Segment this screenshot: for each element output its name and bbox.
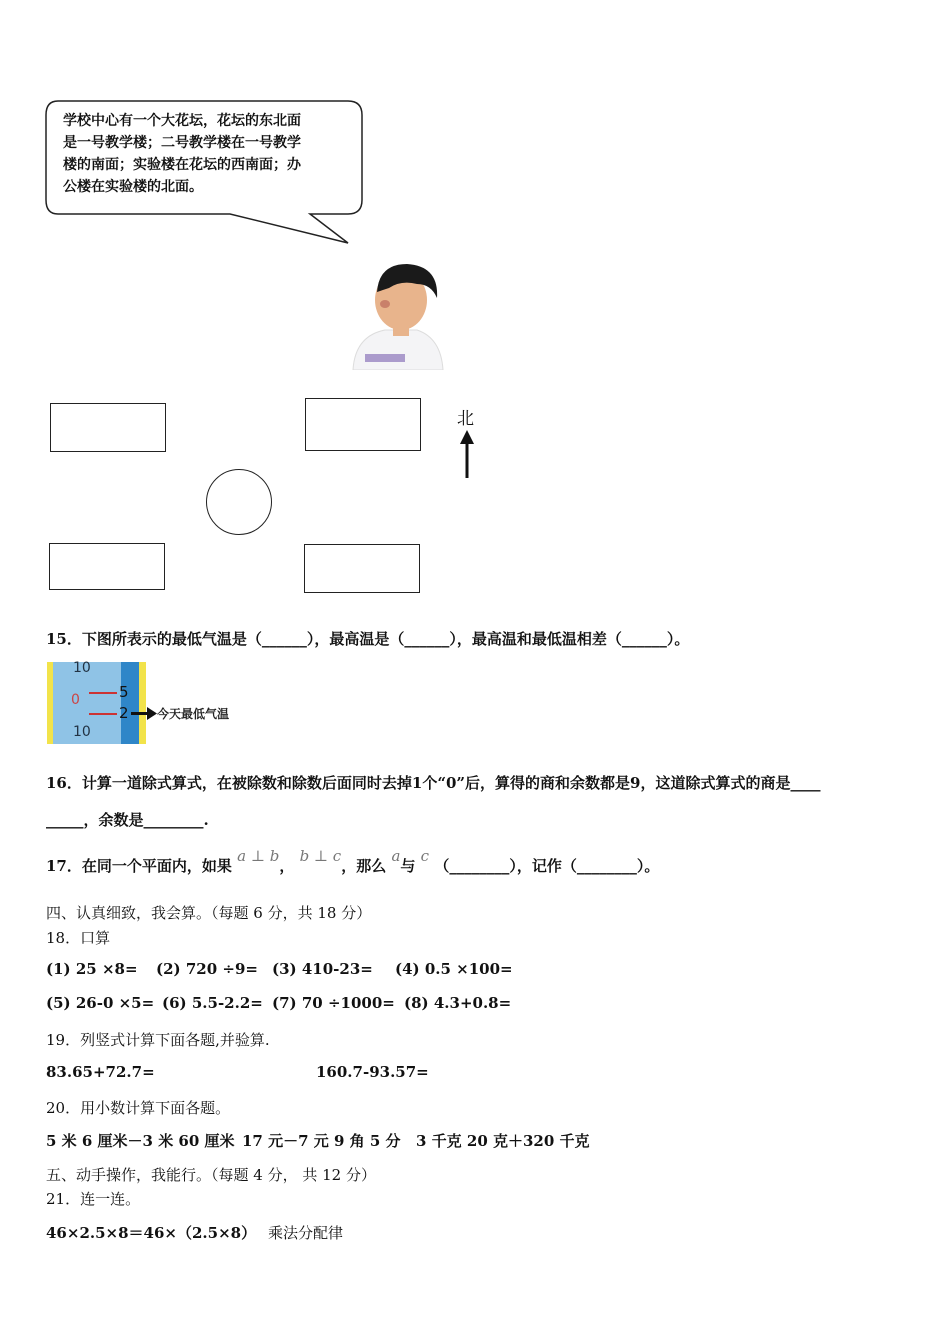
q17-part1: 17．在同一个平面内，如果 xyxy=(46,857,232,875)
q21-right-item[interactable]: 乘法分配律 xyxy=(268,1224,344,1242)
question-15: 15．下图所表示的最低气温是（______），最高温是（______），最高温和最低温相差（______）。 xyxy=(46,630,690,648)
q18-item-4: (4) 0.5 ×100= xyxy=(395,960,513,978)
question-16-line1: 16．计算一道除式算式，在被除数和除数后面同时去掉1个“0”后，算得的商和余数都是9，这道除式算式的商是____ xyxy=(46,774,821,792)
thermometer-image xyxy=(47,662,247,744)
building-box-east-north xyxy=(305,398,421,451)
low-mark-line xyxy=(89,713,117,715)
arrow-icon xyxy=(131,707,157,721)
question-16-line2: _____，余数是________. xyxy=(46,811,209,829)
q18-item-5: (5) 26-0 ×5= xyxy=(46,994,155,1012)
question-17 xyxy=(46,847,660,876)
thermometer-tube xyxy=(121,662,139,744)
tick-label-top: 10 xyxy=(73,660,91,676)
q20-item-2: 17 元－7 元 9 角 5 分 xyxy=(242,1132,401,1150)
north-label: 北 xyxy=(457,409,474,429)
bubble-line: 公楼在实验楼的北面。 xyxy=(63,179,203,195)
high-mark-line xyxy=(89,692,117,694)
north-arrow-icon xyxy=(458,430,476,480)
q18-item-7: (7) 70 ÷1000= xyxy=(272,994,395,1012)
q17-comma: ， xyxy=(279,857,295,875)
bubble-line: 楼的南面；实验楼在花坛的西南面；办 xyxy=(63,157,301,173)
building-box-west-south xyxy=(49,543,165,590)
q21-left-item: 46×2.5×8＝46×（2.5×8） xyxy=(46,1224,257,1242)
building-box-west-north xyxy=(50,403,166,452)
q19-item-1: 83.65+72.7= xyxy=(46,1063,155,1081)
bubble-line: 学校中心有一个大花坛，花坛的东北面 xyxy=(63,113,301,129)
q19-item-2: 160.7-93.57= xyxy=(316,1063,429,1081)
q20-item-3: 3 千克 20 克＋320 千克 xyxy=(416,1132,590,1150)
q17-yu: 与 xyxy=(400,857,416,875)
high-mark-label: 5 xyxy=(119,683,129,701)
q17-part3: （________），记作（________）。 xyxy=(434,857,660,875)
bubble-line: 是一号教学楼；二号教学楼在一号教学 xyxy=(63,135,301,151)
q18-item-2: (2) 720 ÷9= xyxy=(156,960,258,978)
q17-var-c: c xyxy=(420,847,430,865)
question-19-title: 19．列竖式计算下面各题,并验算. xyxy=(46,1031,270,1049)
q17-expr2: b ⊥ c xyxy=(299,847,342,865)
q18-item-1: (1) 25 ×8= xyxy=(46,960,138,978)
building-box-east-south xyxy=(304,544,420,593)
section-4-title: 四、认真细致，我会算。（每题 6 分，共 18 分） xyxy=(46,904,372,922)
tick-label-zero: 0 xyxy=(71,692,80,708)
q20-item-1: 5 米 6 厘米－3 米 60 厘米 xyxy=(46,1132,235,1150)
flower-bed-circle xyxy=(206,469,272,535)
question-20-title: 20．用小数计算下面各题。 xyxy=(46,1099,231,1117)
q17-part2: ，那么 xyxy=(341,857,387,875)
q18-item-6: (6) 5.5-2.2= xyxy=(162,994,263,1012)
q17-var-a: a xyxy=(391,847,401,865)
arrow-label: 今天最低气温 xyxy=(157,707,230,721)
q18-item-3: (3) 410-23= xyxy=(272,960,373,978)
thermometer-frame-right xyxy=(139,662,146,744)
question-18-title: 18．口算 xyxy=(46,929,111,947)
low-mark-label: 2 xyxy=(119,704,129,722)
question-21-title: 21．连一连。 xyxy=(46,1190,141,1208)
tick-label-bottom: 10 xyxy=(73,724,91,740)
speech-bubble-text xyxy=(63,110,358,198)
q18-item-8: (8) 4.3+0.8= xyxy=(404,994,512,1012)
q17-expr1: a ⊥ b xyxy=(237,847,280,865)
boy-illustration xyxy=(345,258,450,370)
section-5-title: 五、动手操作，我能行。（每题 4 分， 共 12 分） xyxy=(46,1166,376,1184)
